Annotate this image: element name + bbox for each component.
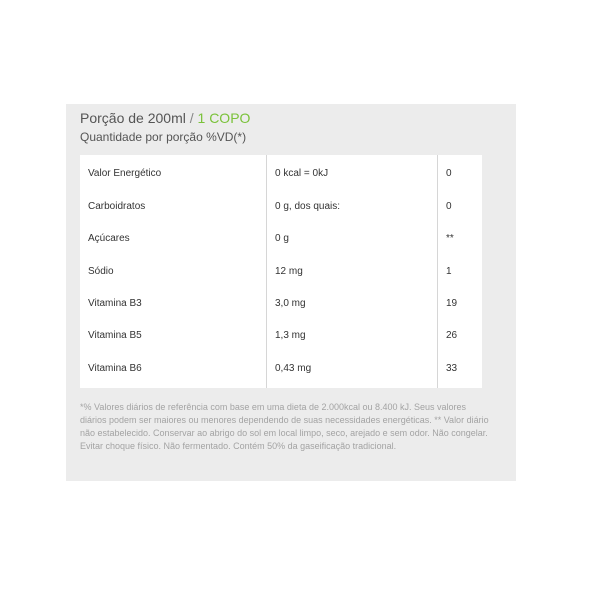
nutrient-vd: 1 [446,266,452,277]
table-row [80,191,482,223]
nutrient-name: Sódio [88,266,114,277]
nutrient-vd: 0 [446,201,452,212]
nutrient-vd: 33 [446,363,458,374]
nutrient-name: Valor Energético [88,168,162,179]
per-portion-subtitle: Quantidade por porção %VD(*) [80,130,247,144]
portion-heading [80,110,250,126]
nutrient-name: Vitamina B3 [88,298,142,309]
nutrient-amount: 12 mg [275,266,303,277]
nutrient-vd: 19 [446,298,458,309]
footnote-text: *% Valores diários de referência com base em uma dieta de 2.000kcal ou 8.400 kJ. Seus valores diários podem ser maiores ou menores dependendo de suas necessidades energéticas. ** Valor diário não estabelecido. Conservar ao abrigo do sol em local limpo, seco, arejado e sem odor. Não congelar. Evitar choque físico. Não fermentado. Contém 50% da gaseificação tradicional. [80,402,489,451]
nutrient-amount: 3,0 mg [275,298,306,309]
table-row [80,353,482,385]
nutrition-panel [66,104,516,481]
nutrient-amount: 1,3 mg [275,330,306,341]
portion-label: Porção de 200ml [80,110,186,126]
table-row [80,256,482,288]
table-row [80,320,482,352]
table-row [80,158,482,190]
nutrient-amount: 0 kcal = 0kJ [275,168,329,179]
nutrient-name: Carboidratos [88,201,146,212]
portion-unit: 1 COPO [197,110,251,126]
nutrient-amount: 0 g, dos quais: [275,201,341,212]
nutrient-vd: ** [446,233,454,244]
nutrient-name: Vitamina B5 [88,330,142,341]
portion-separator: / [189,110,194,126]
nutrition-table [80,155,482,388]
nutrient-vd: 26 [446,330,458,341]
nutrient-amount: 0 g [275,233,289,244]
nutrient-vd: 0 [446,168,452,179]
table-row [80,223,482,255]
nutrient-name: Açúcares [88,233,130,244]
table-row [80,288,482,320]
nutrient-amount: 0,43 mg [275,363,312,374]
nutrient-name: Vitamina B6 [88,363,142,374]
